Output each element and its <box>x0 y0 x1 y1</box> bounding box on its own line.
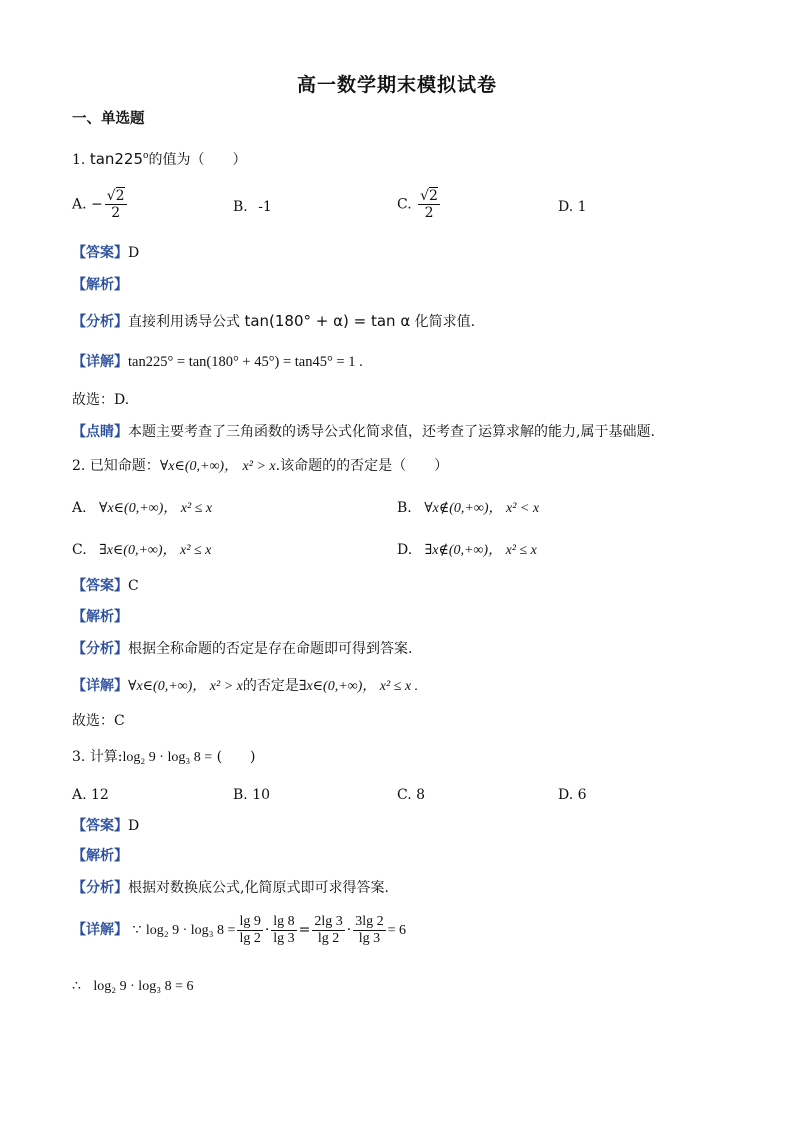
q2-option-c[interactable]: C. ∃x∈(0,+∞)， x² ≤ x <box>72 542 212 558</box>
question-suffix: 的值为（ ） <box>148 152 247 168</box>
option-label: B. <box>233 199 248 215</box>
q1-comment: 【点睛】本题主要考查了三角函数的诱导公式化简求值，还考查了运算求解的能力,属于基础题. <box>72 424 655 440</box>
q1-option-a[interactable]: A. − $\frac{√2}{2}$ <box>72 188 125 221</box>
q1-answer <box>72 243 139 263</box>
degree-mark: o <box>143 151 149 161</box>
q1-analysis-tag: 【解析】 <box>72 277 128 293</box>
q1-option-c[interactable] <box>397 188 442 221</box>
q3-fenxi: 【分析】根据对数换底公式,化简原式即可求得答案. <box>72 880 389 896</box>
q2-option-d[interactable]: D. ∃x∉(0,+∞)， x² ≤ x <box>397 542 537 558</box>
question-1-stem <box>72 146 246 170</box>
q2-fenxi: 【分析】根据全称命题的否定是存在命题即可得到答案. <box>72 641 413 657</box>
q3-option-a[interactable]: A. 12 <box>72 787 109 803</box>
q1-option-b[interactable] <box>233 197 272 217</box>
q3-analysis-tag: 【解析】 <box>72 848 128 864</box>
option-label: C. <box>397 196 412 213</box>
fraction: $\frac{√2}{2}$ <box>106 188 125 221</box>
q3-conclusion: ∴ log₂ 9 · log₃ 8 = 6 <box>72 978 194 994</box>
page-title: 高一数学期末模拟试卷 <box>296 74 497 96</box>
q3-detail: 【详解】 ∵ log₂ 9 · log₃ 8 = $\frac{\lg 9}{\lg 2}$ · $\frac{\lg 8}{\lg 3}$ = $\frac{2\lg 3}{\lg 2}$ · $\frac{3\lg 2}{\lg 3}$ = 6 <box>72 913 407 946</box>
q3-option-c[interactable]: C. 8 <box>397 787 426 803</box>
question-number: 1. <box>72 152 86 168</box>
q2-option-b[interactable]: B. ∀x∉(0,+∞)， x² < x <box>397 500 540 516</box>
q2-option-a[interactable]: A. ∀x∈(0,+∞)， x² ≤ x <box>72 500 213 516</box>
fraction: $\frac{\lg 9}{\lg 2}$ <box>239 913 261 946</box>
question-2-stem: 2. 已知命题：∀x∈(0,+∞)， x² > x.该命题的的否定是（ ） <box>72 458 449 474</box>
option-label: A. <box>72 196 87 213</box>
fraction: $\frac{√2}{2}$ <box>420 188 438 221</box>
q2-analysis-tag: 【解析】 <box>72 609 128 625</box>
q3-option-d[interactable]: D. 6 <box>558 787 587 803</box>
q2-detail: 【详解】∀x∈(0,+∞)， x² > x的否定是∃x∈(0,+∞)， x² ≤ x . <box>72 678 419 694</box>
option-value: -1 <box>258 199 272 215</box>
fraction: $\frac{2\lg 3}{\lg 2}$ <box>314 913 343 946</box>
q3-answer: 【答案】D <box>72 818 140 834</box>
induction-formula: tan(180° + α) = tan α <box>244 312 411 330</box>
section-heading-single-choice: 一、单选题 <box>72 110 145 127</box>
question-3-stem: 3. 计算:log₂ 9 · log₃ 8 = ( ) <box>72 749 256 765</box>
q3-option-b[interactable]: B. 10 <box>233 787 271 803</box>
detail-formula: tan225° = tan(180° + 45°) = tan45° = 1 . <box>128 354 363 370</box>
q1-fenxi: 【分析】直接利用诱导公式 tan(180° + α) = tan α 化简求值. <box>72 312 476 330</box>
q2-choose: 故选：C <box>72 713 125 729</box>
answer-value: D <box>128 245 140 261</box>
answer-tag: 【答案】 <box>72 245 128 261</box>
fraction: $\frac{3\lg 2}{\lg 3}$ <box>355 913 384 946</box>
q1-choose: 故选：D. <box>72 392 130 408</box>
q1-option-d[interactable]: D. 1 <box>558 199 587 215</box>
fraction: $\frac{\lg 8}{\lg 3}$ <box>273 913 295 946</box>
q2-answer: 【答案】C <box>72 578 139 594</box>
q1-detail: 【详解】tan225° = tan(180° + 45°) = tan45° = 1 . <box>72 354 363 370</box>
tan-expression: tan225 <box>89 150 144 168</box>
